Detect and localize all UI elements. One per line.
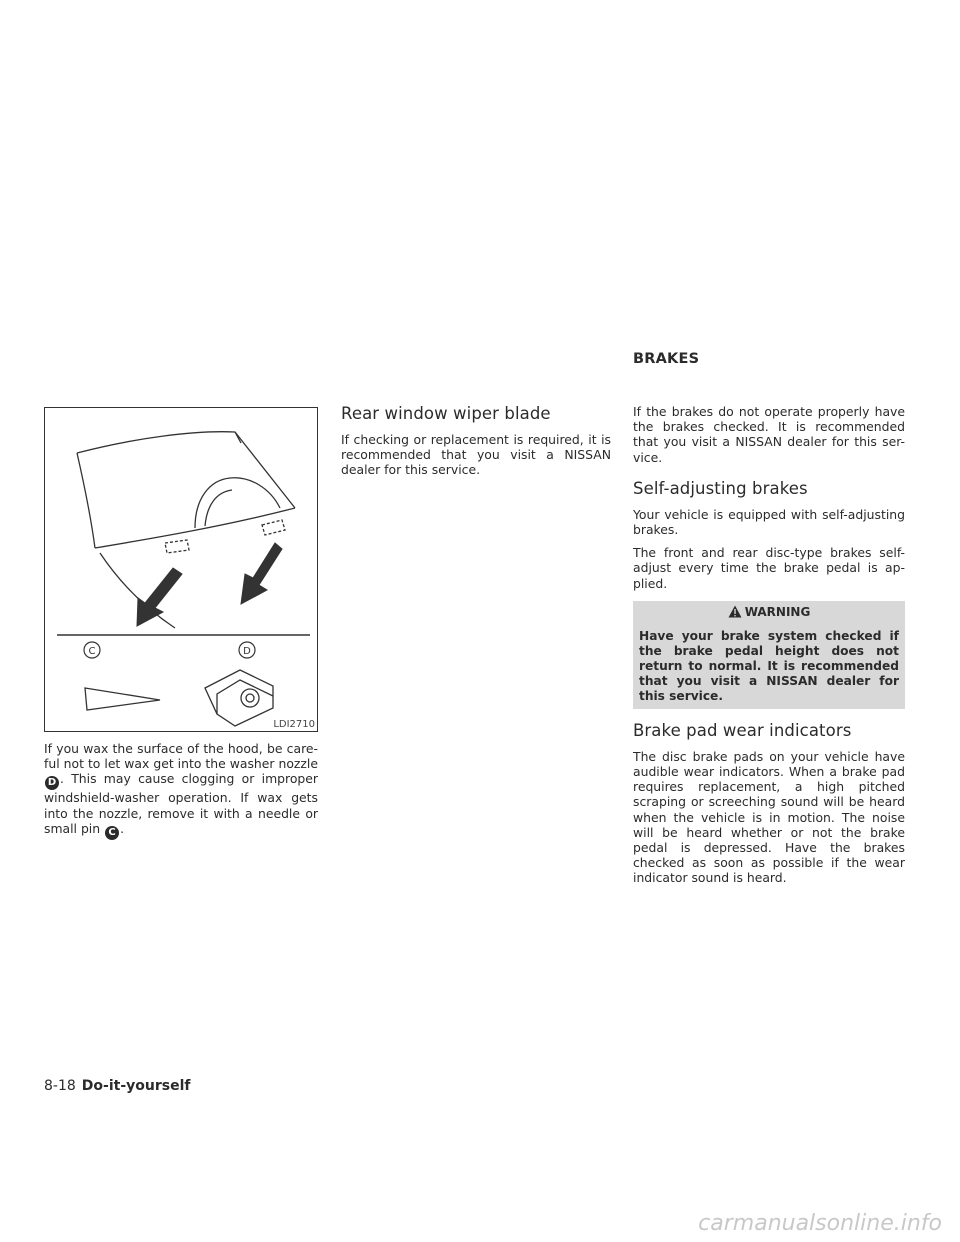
- page-number: 8-18: [44, 1078, 76, 1094]
- figure-callout-d: D: [243, 646, 251, 657]
- column-3: [633, 404, 905, 894]
- chapter-title: Do-it-yourself: [81, 1078, 191, 1094]
- washer-nozzle-illustration: [45, 408, 317, 731]
- wax-text-part1: If you wax the surface of the hood, be care-ful not to let wax get into the washer nozzle: [44, 741, 318, 772]
- rear-wiper-paragraph: If checking or replacement is required, it is recommended that you visit a NISSAN dealer for this service.: [341, 432, 611, 478]
- self-adjusting-heading: Self-adjusting brakes: [633, 478, 808, 498]
- rear-wiper-heading: Rear window wiper blade: [341, 404, 551, 423]
- watermark: carmanualsonline.info: [698, 1211, 942, 1236]
- page-footer: [44, 1078, 190, 1094]
- wax-text-end: .: [120, 820, 125, 836]
- section-title-brakes: BRAKES: [633, 351, 700, 367]
- brakes-intro: If the brakes do not operate properly have the brakes checked. It is recommended that you visit a NISSAN dealer for this ser-vice.: [633, 404, 905, 465]
- marker-c: C: [105, 826, 119, 840]
- self-adjusting-paragraph-1: Your vehicle is equipped with self-adjusting brakes.: [633, 506, 905, 538]
- self-adjusting-paragraph-2: The front and rear disc-type brakes self-adjust every time the brake pedal is ap-plied.: [633, 545, 905, 591]
- figure-id: LDI2710: [273, 719, 315, 730]
- column-1: [44, 741, 318, 848]
- brake-pad-paragraph: The disc brake pads on your vehicle have audible wear indicators. When a brake pad requires replacement, a high pitched scraping or screeching sound will be heard when the vehicle is in motion. The noise will be heard whether or not the brake pedal is depressed. Have the brakes checked as soon as possible if the wear indicator sound is heard.: [633, 748, 905, 886]
- warning-label: WARNING: [744, 604, 811, 619]
- warning-text: Have your brake system checked if the brake pedal height does not return to normal. It is recommended that you visit a NISSAN dealer for this service.: [639, 628, 899, 703]
- brake-pad-heading: Brake pad wear indicators: [633, 720, 852, 740]
- column-2: [341, 404, 611, 486]
- figure-washer-nozzle: [44, 407, 318, 732]
- wax-text-part2: . This may cause clogging or improper windshield-washer operation. If wax gets into the nozzle, remove it with a needle or small pin: [44, 771, 318, 836]
- wax-paragraph: [44, 741, 318, 840]
- figure-callout-c: C: [88, 646, 96, 657]
- warning-triangle-icon: [728, 605, 742, 621]
- warning-header: [639, 605, 899, 621]
- marker-d: D: [45, 776, 59, 790]
- warning-box: [633, 601, 905, 709]
